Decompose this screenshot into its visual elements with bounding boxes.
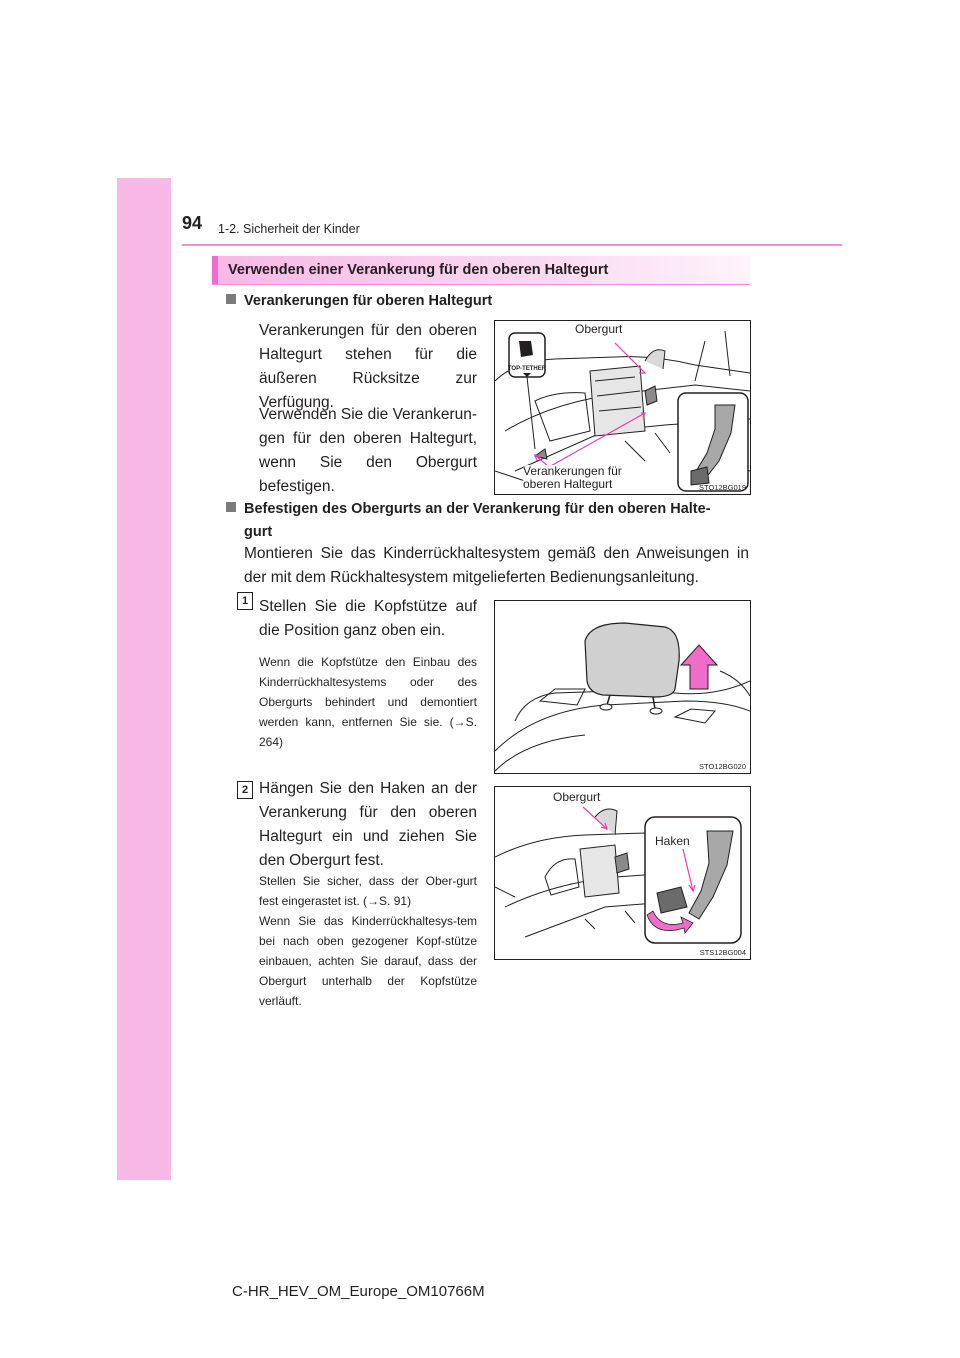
page-number: 94 bbox=[182, 213, 203, 233]
step-2-text: Hängen Sie den Haken an der Verankerung für den oberen Haltegurt ein und ziehen Sie den Obergurt fest. bbox=[259, 780, 477, 869]
subheading-attach-line2: gurt bbox=[244, 524, 273, 540]
anchors-paragraph-2: Verwenden Sie die Verankerun-gen für den oberen Haltegurt, wenn Sie den Obergurt befestigen. bbox=[259, 406, 478, 495]
banner-divider bbox=[212, 284, 750, 285]
label-anchors-line2: oberen Haltegurt bbox=[523, 477, 613, 491]
step-2-badge: 2 bbox=[237, 781, 253, 799]
step-2-note-2: Wenn Sie das Kinderrückhaltesys-tem bei nach oben gezogener Kopf-stütze einbauen, achten Sie darauf, dass der Obergurt unterhalb der Kopfstütze verläuft. bbox=[259, 914, 477, 1008]
step-2-note-1: Stellen Sie sicher, dass der Ober-gurt fest eingerastet ist. (→S. 91) bbox=[259, 874, 477, 908]
figure-tether-anchors bbox=[494, 320, 751, 495]
headrest-illustration bbox=[495, 601, 750, 773]
section-title: 1-2. Sicherheit der Kinder bbox=[218, 222, 360, 236]
tether-icon bbox=[508, 333, 547, 377]
svg-text:TOP-TETHER: TOP-TETHER bbox=[507, 366, 547, 372]
document-id: C-HR_HEV_OM_Europe_OM10766M bbox=[232, 1283, 485, 1300]
figure-hook-attach bbox=[494, 786, 751, 960]
square-bullet-icon bbox=[226, 502, 236, 512]
side-color-band bbox=[117, 178, 171, 1180]
hook-illustration bbox=[495, 787, 750, 959]
label-haken: Haken bbox=[655, 834, 690, 848]
step-1-text: Stellen Sie die Kopfstütze auf die Position ganz oben ein. bbox=[259, 598, 477, 639]
banner-title: Verwenden einer Verankerung für den oberen Haltegurt bbox=[228, 262, 609, 278]
step-1-note: Wenn die Kopfstütze den Einbau des Kinderrückhaltesystems oder des Obergurts behindert und demontiert werden kann, entfernen Sie sie. (→S. 264) bbox=[259, 655, 477, 749]
anchors-paragraph-1: Verankerungen für den oberen Haltegurt stehen für die äußeren Rücksitze zur Verfügung. bbox=[259, 322, 477, 411]
figure-code: STO12BG020 bbox=[699, 762, 746, 771]
attach-intro: Montieren Sie das Kinderrückhaltesystem gemäß den Anweisungen in der mit dem Rückhaltesystem mitgelieferten Bedienungsanleitung. bbox=[244, 545, 749, 586]
subheading-anchors: Verankerungen für oberen Haltegurt bbox=[226, 290, 492, 313]
label-obergurt: Obergurt bbox=[553, 790, 601, 804]
figure-code: STS12BG004 bbox=[699, 948, 746, 957]
figure-headrest-up bbox=[494, 600, 751, 774]
square-bullet-icon bbox=[226, 294, 236, 304]
label-obergurt: Obergurt bbox=[575, 322, 623, 336]
step-1-badge: 1 bbox=[237, 592, 253, 610]
subheading-attach: Befestigen des Obergurts an der Verankerung für den oberen Halte- bbox=[226, 498, 711, 521]
hook-detail-inset bbox=[678, 393, 748, 491]
header-divider bbox=[182, 244, 842, 246]
topic-banner bbox=[212, 256, 750, 284]
figure-code: STO12BG019 bbox=[699, 483, 746, 492]
headrest bbox=[585, 623, 679, 714]
label-anchors-line1: Verankerungen für bbox=[523, 464, 622, 478]
up-arrow-icon bbox=[681, 645, 717, 689]
